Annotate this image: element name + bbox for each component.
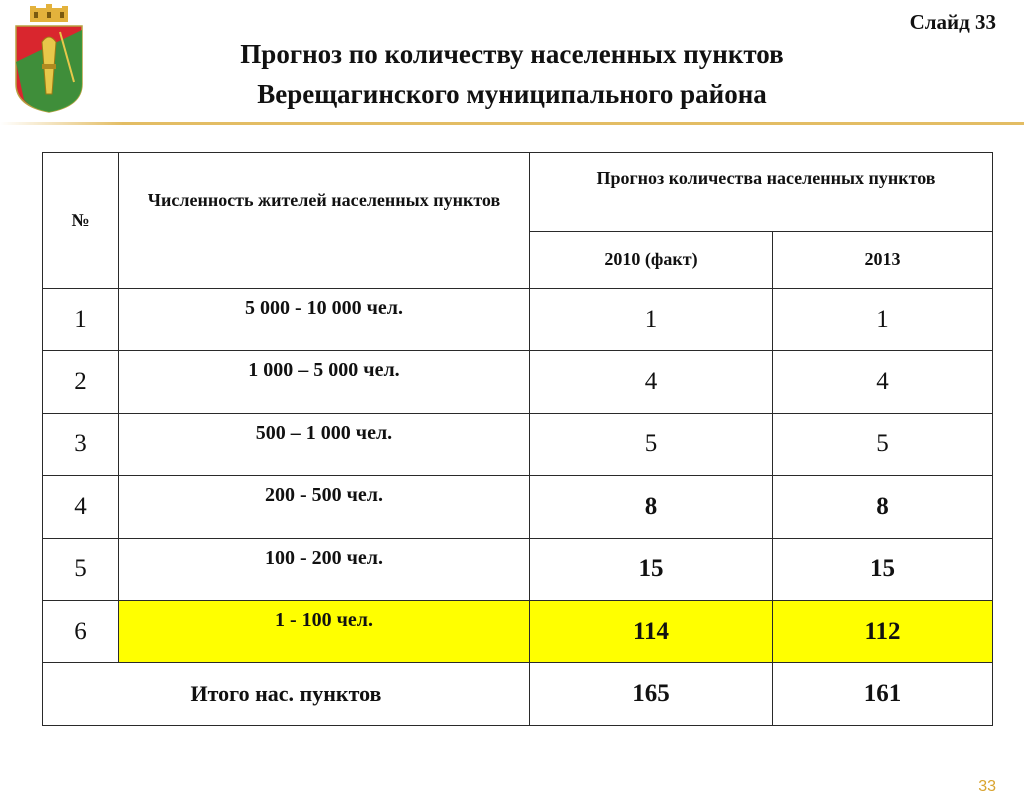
total-value-2013: 161 — [773, 663, 993, 726]
total-row — [43, 663, 993, 726]
row-value-2010: 4 — [530, 351, 773, 413]
page-title — [120, 34, 904, 114]
header-number: № — [43, 153, 119, 289]
slide-label: Слайд 33 — [909, 10, 996, 34]
table-row — [43, 538, 993, 600]
row-value-2010: 114 — [530, 601, 773, 663]
row-number: 3 — [43, 413, 119, 475]
header-row — [43, 153, 993, 232]
row-number: 2 — [43, 351, 119, 413]
title-line-2: Верещагинского муниципального района — [257, 79, 767, 109]
row-range: 500 – 1 000 чел. — [119, 413, 530, 475]
forecast-table — [42, 152, 993, 726]
row-value-2010: 1 — [530, 288, 773, 350]
table-row — [43, 288, 993, 350]
row-value-2013: 4 — [773, 351, 993, 413]
row-range: 5 000 - 10 000 чел. — [119, 288, 530, 350]
table-row-highlighted — [43, 601, 993, 663]
table-row — [43, 351, 993, 413]
row-range: 100 - 200 чел. — [119, 538, 530, 600]
row-value-2010: 8 — [530, 476, 773, 538]
row-value-2013: 15 — [773, 538, 993, 600]
row-value-2010: 15 — [530, 538, 773, 600]
row-value-2013: 1 — [773, 288, 993, 350]
header-year-2013: 2013 — [773, 231, 993, 288]
title-divider — [0, 122, 1024, 125]
row-value-2013: 8 — [773, 476, 993, 538]
table-row — [43, 413, 993, 475]
header-year-2010: 2010 (факт) — [530, 231, 773, 288]
header-forecast: Прогноз количества населенных пунктов — [530, 153, 993, 232]
row-value-2013: 112 — [773, 601, 993, 663]
row-number: 4 — [43, 476, 119, 538]
row-range: 1 - 100 чел. — [119, 601, 530, 663]
row-number: 1 — [43, 288, 119, 350]
header-population: Численность жителей населенных пунктов — [119, 153, 530, 289]
coat-of-arms-icon — [2, 2, 96, 114]
row-value-2010: 5 — [530, 413, 773, 475]
total-label: Итого нас. пунктов — [43, 663, 530, 726]
row-number: 6 — [43, 601, 119, 663]
total-value-2010: 165 — [530, 663, 773, 726]
row-range: 200 - 500 чел. — [119, 476, 530, 538]
table-row — [43, 476, 993, 538]
row-range: 1 000 – 5 000 чел. — [119, 351, 530, 413]
page-number: 33 — [978, 778, 996, 795]
title-line-1: Прогноз по количеству населенных пунктов — [240, 39, 784, 69]
row-number: 5 — [43, 538, 119, 600]
row-value-2013: 5 — [773, 413, 993, 475]
